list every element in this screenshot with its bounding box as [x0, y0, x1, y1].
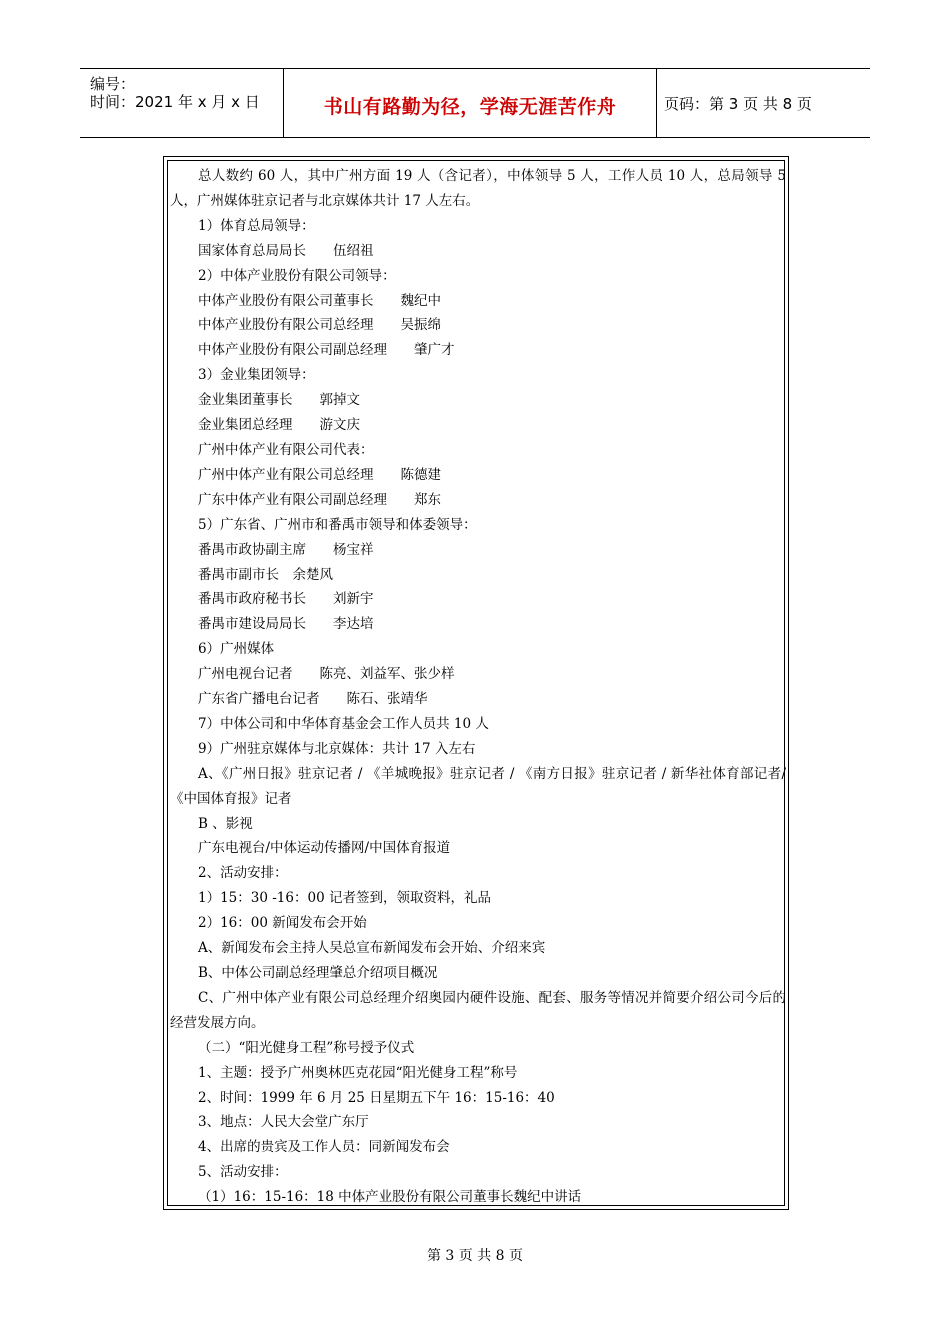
paragraph-attendees-total: 总人数约 60 人，其中广州方面 19 人（含记者），中体领导 5 人，工作人员 10 人，总局领导 5 人，广州媒体驻京记者与北京媒体共计 17 人左右。: [170, 168, 786, 209]
list-item: 番禺市政协副主席 杨宝祥: [198, 541, 374, 558]
list-item: 2、时间：1999 年 6 月 25 日星期五下午 16：15-16：40: [198, 1089, 555, 1106]
list-item: A、新闻发布会主持人吴总宣布新闻发布会开始、介绍来宾: [198, 940, 546, 957]
list-item: 中体产业股份有限公司副总经理 肇广才: [198, 342, 455, 359]
list-item: 广州电视台记者 陈亮、刘益军、张少样: [198, 666, 455, 683]
list-item: 5）广东省、广州市和番禹市领导和体委领导：: [198, 516, 477, 533]
list-item: 4、出席的贵宾及工作人员：同新闻发布会: [198, 1139, 450, 1156]
list-item: 广东省广播电台记者 陈石、张靖华: [198, 691, 428, 708]
list-item: 番禺市建设局局长 李达培: [198, 616, 374, 633]
list-item: 广东电视台/中体运动传播网/中国体育报道: [198, 840, 451, 857]
content-frame-inner: [167, 160, 785, 1206]
list-item: 国家体育总局局长 伍绍祖: [198, 242, 374, 259]
list-item: 番禺市副市长 余楚风: [198, 566, 333, 583]
list-item: 2）中体产业股份有限公司领导：: [198, 267, 396, 284]
list-item: 金业集团总经理 游文庆: [198, 417, 360, 434]
list-item: 2、活动安排：: [198, 865, 288, 882]
list-item: 广州中体产业有限公司代表：: [198, 441, 374, 458]
section-heading: （二）“阳光健身工程”称号授予仪式: [198, 1039, 415, 1056]
page-header: [80, 68, 870, 138]
header-page-info: 页码：第 3 页 共 8 页: [664, 95, 812, 113]
list-item: 金业集团董事长 郭掉文: [198, 392, 360, 409]
list-item: 中体产业股份有限公司总经理 吴振绵: [198, 317, 441, 334]
header-meta-cell: [80, 69, 282, 137]
list-item: B、中体公司副总经理肇总介绍项目概况: [198, 965, 438, 981]
list-item: 1）15：30 -16：00 记者签到，领取资料，礼品: [198, 890, 491, 907]
list-item: 1）体育总局领导：: [198, 217, 315, 234]
list-item: 1、主题：授予广州奥林匹克花园“阳光健身工程”称号: [198, 1064, 518, 1081]
list-item: 2）16：00 新闻发布会开始: [198, 915, 367, 932]
list-item: （1）16：15-16：18 中体产业股份有限公司董事长魏纪中讲话: [198, 1189, 582, 1206]
header-motto-cell: [283, 69, 657, 137]
page-footer: 第 3 页 共 8 页: [426, 1248, 524, 1264]
motto-text: 书山有路勤为径，学海无涯苦作舟: [323, 96, 617, 118]
list-item: 中体产业股份有限公司董事长 魏纪中: [198, 292, 441, 309]
list-item: 3）金业集团领导：: [198, 367, 315, 384]
content-frame: [163, 156, 789, 1210]
list-item: 6）广州媒体: [198, 641, 275, 658]
paragraph-press-list: A、《广州日报》驻京记者 / 《羊城晚报》驻京记者 / 《南方日报》驻京记者 / 新华社体育部记者/《中国体育报》记者: [170, 765, 786, 807]
list-item: 3、地点：人民大会堂广东厅: [198, 1114, 369, 1131]
list-item: 广州中体产业有限公司总经理 陈德建: [198, 466, 441, 483]
paragraph-gm-introduction: C、广州中体产业有限公司总经理介绍奥园内硬件设施、配套、服务等情况并简要介绍公司今后的经营发展方向。: [170, 989, 786, 1031]
list-item: 5、活动安排：: [198, 1164, 288, 1181]
document-body: [170, 164, 786, 1210]
list-item: 番禺市政府秘书长 刘新宇: [198, 591, 374, 608]
list-item: 7）中体公司和中华体育基金会工作人员共 10 人: [198, 715, 489, 732]
document-date-label: 时间：2021 年 x 月 x 日: [90, 93, 260, 111]
list-item: 9）广州驻京媒体与北京媒体：共计 17 入左右: [198, 740, 476, 757]
header-page-cell: [656, 69, 870, 137]
list-item: 广东中体产业有限公司副总经理 郑东: [198, 491, 441, 508]
list-item: B 、影视: [198, 815, 253, 832]
document-number-label: 编号：: [90, 75, 136, 93]
